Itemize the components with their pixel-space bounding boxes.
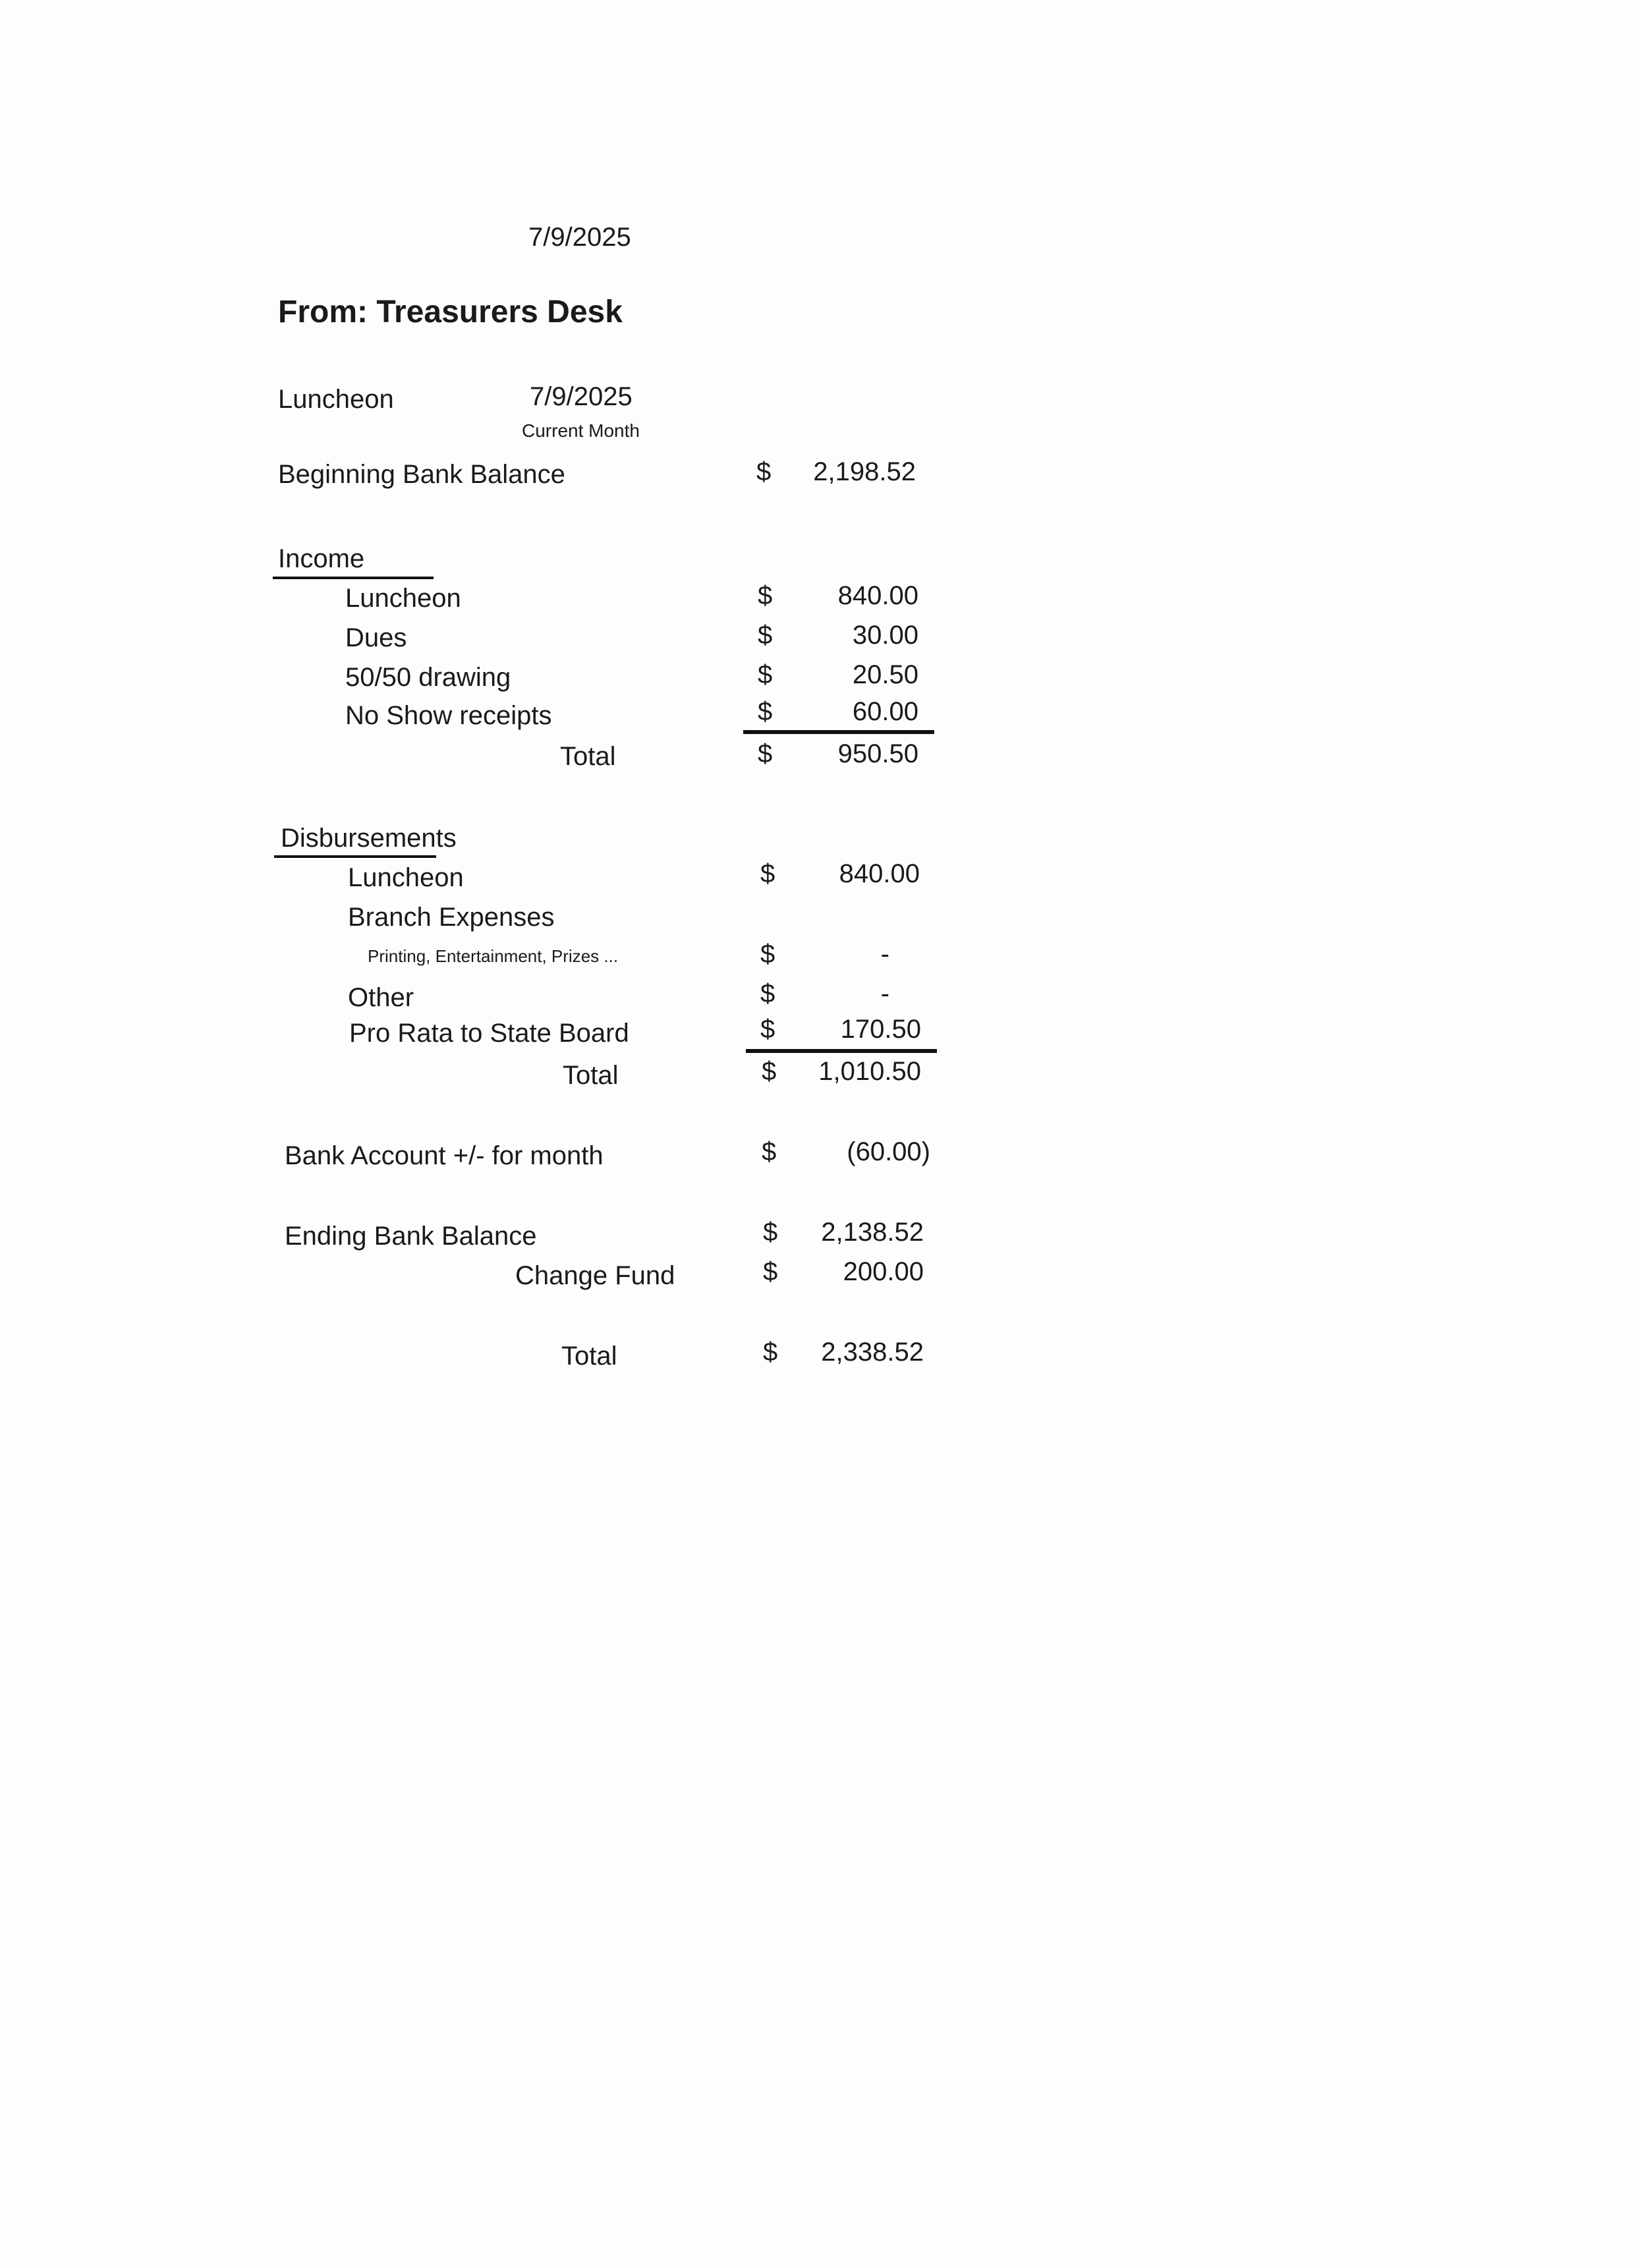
report-title: From: Treasurers Desk: [278, 295, 623, 329]
disb-luncheon-amount: 840.00: [839, 859, 920, 888]
disb-total-label: Total: [563, 1061, 619, 1090]
income-noshow-amount: 60.00: [852, 697, 918, 726]
meeting-date: 7/9/2025: [530, 382, 633, 411]
income-heading-underline: [273, 577, 434, 579]
income-dues-amount: 30.00: [852, 621, 918, 650]
net-change-amount: (60.00): [847, 1137, 930, 1166]
income-luncheon-label: Luncheon: [345, 584, 461, 613]
grand-total-currency: $: [763, 1338, 778, 1367]
disbursements-heading-underline: [274, 855, 436, 858]
disb-branch-sub-currency: $: [760, 940, 775, 969]
disb-prorata-currency: $: [760, 1015, 775, 1044]
income-dues-currency: $: [758, 621, 773, 650]
disb-prorata-label: Pro Rata to State Board: [349, 1019, 629, 1048]
grand-total-amount: 2,338.52: [821, 1338, 924, 1367]
meeting-label: Luncheon: [278, 385, 394, 414]
income-drawing-label: 50/50 drawing: [345, 663, 511, 692]
report-date: 7/9/2025: [528, 223, 631, 252]
beginning-balance-label: Beginning Bank Balance: [278, 460, 565, 489]
disb-branch-label: Branch Expenses: [348, 903, 555, 932]
net-change-label: Bank Account +/- for month: [285, 1141, 604, 1170]
disb-branch-sub-label: Printing, Entertainment, Prizes ...: [368, 946, 619, 966]
income-noshow-label: No Show receipts: [345, 701, 552, 730]
disb-other-currency: $: [760, 979, 775, 1008]
disb-other-amount: -: [880, 979, 889, 1008]
disb-total-rule: [746, 1049, 937, 1053]
disb-total-currency: $: [762, 1057, 777, 1086]
disb-other-label: Other: [348, 983, 414, 1012]
income-total-rule: [743, 730, 934, 734]
change-fund-currency: $: [763, 1257, 778, 1286]
income-total-currency: $: [758, 739, 773, 768]
income-total-amount: 950.50: [837, 739, 918, 768]
disb-total-amount: 1,010.50: [818, 1057, 921, 1086]
disb-prorata-amount: 170.50: [840, 1015, 921, 1044]
income-drawing-currency: $: [758, 660, 773, 689]
grand-total-label: Total: [561, 1342, 617, 1371]
ending-balance-label: Ending Bank Balance: [285, 1222, 537, 1251]
disb-branch-sub-amount: -: [880, 940, 889, 969]
disbursements-heading: Disbursements: [281, 824, 457, 853]
income-dues-label: Dues: [345, 623, 407, 652]
income-luncheon-amount: 840.00: [837, 581, 918, 610]
ending-balance-currency: $: [763, 1218, 778, 1247]
income-noshow-currency: $: [758, 697, 773, 726]
change-fund-label: Change Fund: [515, 1261, 675, 1290]
disb-luncheon-label: Luncheon: [348, 863, 464, 892]
change-fund-amount: 200.00: [843, 1257, 924, 1286]
net-change-currency: $: [762, 1137, 777, 1166]
ending-balance-amount: 2,138.52: [821, 1218, 924, 1247]
beginning-balance-amount: 2,198.52: [813, 457, 916, 486]
income-luncheon-currency: $: [758, 581, 773, 610]
beginning-balance-currency: $: [756, 457, 772, 486]
income-drawing-amount: 20.50: [852, 660, 918, 689]
income-total-label: Total: [560, 742, 616, 771]
income-heading: Income: [278, 544, 365, 573]
meeting-sub: Current Month: [522, 420, 640, 441]
disb-luncheon-currency: $: [760, 859, 775, 888]
